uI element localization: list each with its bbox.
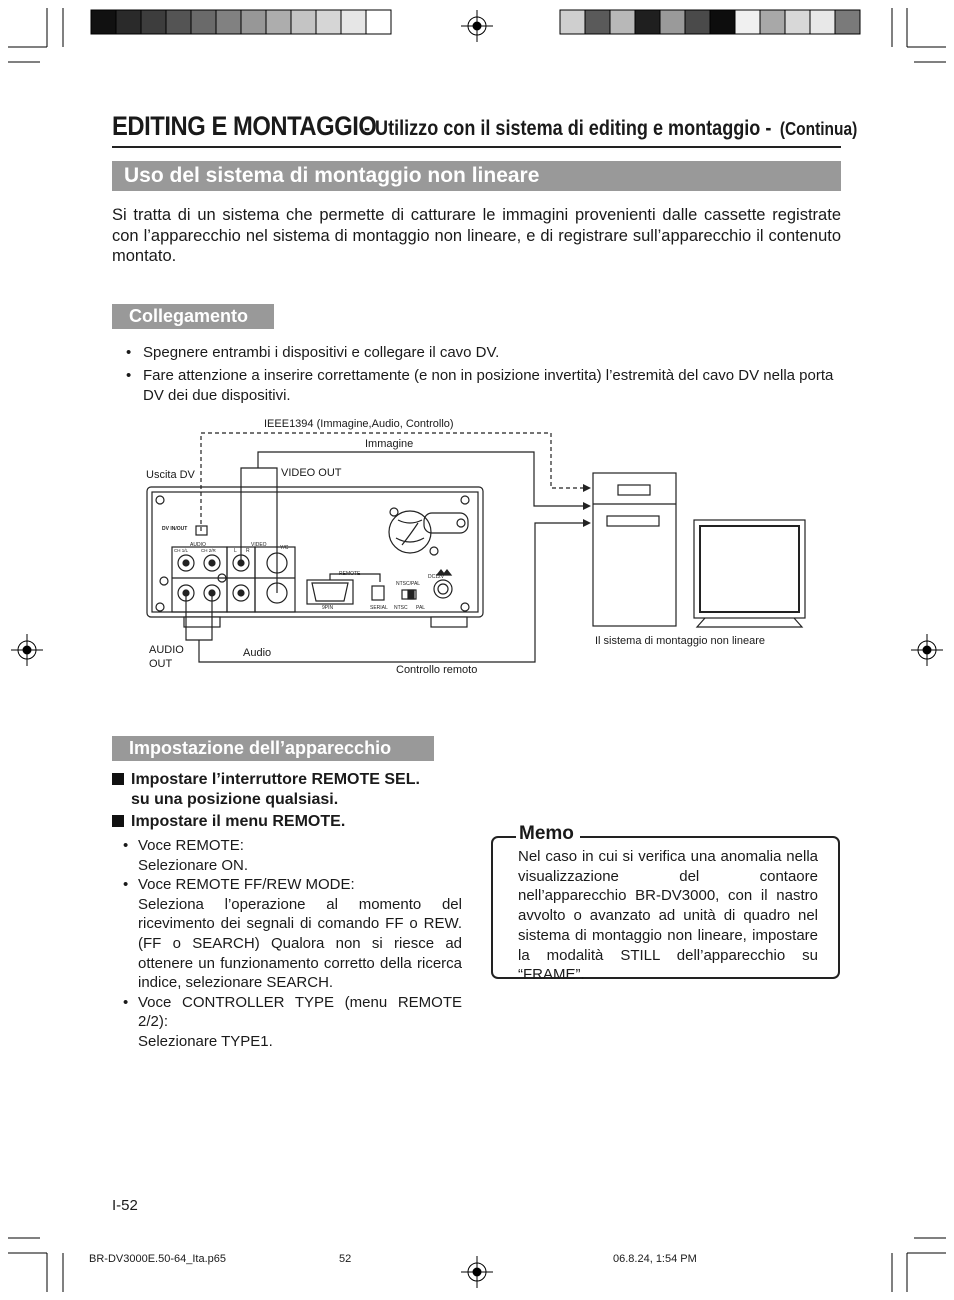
step-1-line-2: su una posizione qualsiasi. — [131, 791, 339, 808]
label-sistema-montaggio: Il sistema di montaggio non lineare — [595, 635, 765, 647]
panel-label-pal: PAL — [416, 605, 426, 611]
bullet-icon: • — [123, 876, 129, 894]
panel-label-l: L — [234, 548, 237, 554]
page-title: EDITING E MONTAGGIO — [112, 111, 377, 141]
section-title: Uso del sistema di montaggio non lineare — [124, 164, 540, 187]
square-bullet-icon — [112, 815, 124, 827]
vcr-rear-panel — [147, 487, 483, 627]
collegamento-heading-text: Collegamento — [129, 306, 249, 326]
impostazione-heading-text: Impostazione dell’apparecchio — [129, 738, 392, 758]
panel-label-ntsc: NTSC — [394, 605, 408, 611]
setting-item — [112, 836, 462, 875]
computer-tower — [593, 473, 676, 626]
panel-label-ch1: CH 1/L — [174, 548, 189, 553]
cable-arrows — [583, 484, 591, 527]
bullet-item: • Spegnere entrambi i dispositivi e collegare il cavo DV. — [112, 343, 841, 363]
panel-label-serial: SERIAL — [370, 605, 388, 611]
setting-detail: Seleziona l’operazione al momento del ricevimento dei segnali di comando FF o REW. (FF o SEARCH) Qualora non si riesce ad ottenere un funzionamento corretto della ricerca indice, selezionare SEARCH. — [138, 895, 462, 992]
step-1-line-1: Impostare l’interruttore REMOTE SEL. — [131, 771, 420, 788]
memo-title: Memo — [516, 823, 580, 845]
intro-paragraph: Si tratta di un sistema che permette di catturare le immagini provenienti dalle cassette registrate con l’apparecchio nel sistema di montaggio non lineare, e di registrare sull’apparecchio il contenuto montato. — [112, 206, 841, 265]
remote-settings-list — [112, 836, 462, 1052]
setting-detail: Selezionare ON. — [138, 856, 249, 874]
setting-item — [112, 993, 462, 1052]
bullet-icon: • — [123, 993, 129, 1011]
panel-label-r: R — [246, 548, 250, 554]
subtitle-continued: (Continua) — [779, 119, 858, 139]
page-number: I-52 — [112, 1197, 138, 1214]
computer-monitor — [694, 520, 805, 627]
bullet-item: • Fare attenzione a inserire correttamente (e non in posizione invertita) l’estremità del cavo DV nella porta DV dei due dispositivi. — [112, 366, 841, 406]
panel-label-dc12v: DC12V — [428, 574, 445, 580]
panel-label-audio: AUDIO — [190, 542, 206, 548]
label-audio: Audio — [243, 647, 272, 659]
impostazione-heading — [112, 736, 434, 761]
setting-label: Voce CONTROLLER TYPE (menu REMOTE 2/2): — [138, 993, 462, 1031]
label-audio-out-1: AUDIO — [149, 644, 184, 656]
bullet-icon: • — [123, 837, 129, 854]
setting-label: Voce REMOTE: — [138, 837, 244, 854]
footer-page: 52 — [339, 1253, 352, 1265]
panel-label-ch2: CH 2/R — [201, 548, 216, 553]
step-2 — [112, 812, 462, 832]
label-audio-out-2: OUT — [149, 658, 173, 670]
footer-file: BR-DV3000E.50-64_Ita.p65 — [89, 1253, 226, 1265]
label-immagine: Immagine — [365, 438, 414, 450]
panel-label-video: VIDEO — [251, 542, 267, 548]
label-uscita-dv: Uscita DV — [146, 469, 195, 481]
label-ieee1394: IEEE1394 (Immagine,Audio, Controllo) — [264, 418, 454, 430]
setting-label: Voce REMOTE FF/REW MODE: — [138, 876, 355, 894]
footer-date: 06.8.24, 1:54 PM — [613, 1253, 697, 1265]
setting-detail: Selezionare TYPE1. — [138, 1032, 273, 1050]
panel-label-yc: Y/C — [280, 545, 289, 551]
square-bullet-icon — [112, 773, 124, 785]
setting-item — [112, 875, 462, 993]
panel-label-dv: DV IN/OUT — [162, 526, 188, 532]
label-controllo-remoto: Controllo remoto — [396, 664, 478, 676]
step-2-text: Impostare il menu REMOTE. — [131, 813, 346, 830]
memo-text: Nel caso in cui si verifica una anomalia nella visualizzazione del contaore nell’apparecchio BR-DV3000, con il nastro avvolto o avanzato ad unità di quadro nel sistema di montaggio non lineare, impostare la modalità STILL dell’apparecchio su “FRAME”. — [518, 848, 818, 984]
panel-label-ntscpal: NTSC/PAL — [396, 581, 421, 587]
label-video-out: VIDEO OUT — [281, 467, 342, 479]
panel-label-remote: REMOTE — [339, 571, 361, 577]
panel-label-9pin: 9PIN — [322, 605, 334, 611]
subtitle-text: - Utilizzo con il sistema di editing e montaggio - — [364, 117, 772, 140]
step-1 — [112, 770, 462, 790]
impostazione-steps — [112, 770, 462, 832]
